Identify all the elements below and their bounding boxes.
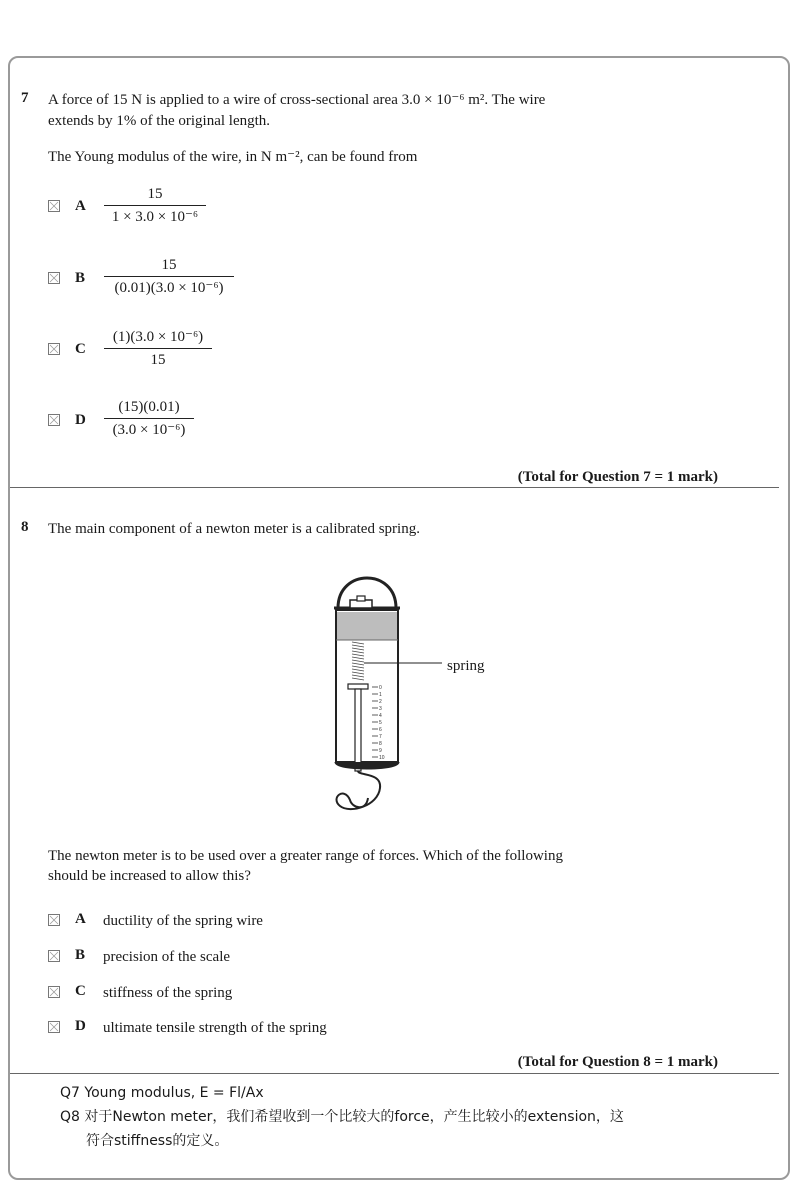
q7-number: 7 xyxy=(21,90,29,106)
q8-option-d-text: ultimate tensile strength of the spring xyxy=(103,1020,327,1036)
note-line3: 符合stiffness的定义。 xyxy=(86,1133,229,1149)
scale-number: 4 xyxy=(379,713,382,719)
cross-icon xyxy=(49,415,59,425)
q7-option-c-letter: C xyxy=(75,341,86,357)
q7-option-b-denominator: (0.01)(3.0 × 10⁻⁶) xyxy=(114,280,224,296)
scale-number: 7 xyxy=(379,734,382,740)
q7-option-b-numerator: 15 xyxy=(161,257,177,273)
q7-option-d-letter: D xyxy=(75,412,86,428)
q7-option-b-fraction xyxy=(104,256,234,297)
q7-option-c-fraction xyxy=(104,328,212,369)
q8-option-c-text: stiffness of the spring xyxy=(103,985,233,1001)
q8-option-c-letter: C xyxy=(75,983,86,999)
q7-option-c-checkbox[interactable] xyxy=(48,343,60,355)
cross-icon xyxy=(49,987,59,997)
q8-option-b-checkbox[interactable] xyxy=(48,950,60,962)
scale-number: 5 xyxy=(379,720,382,726)
q7-option-b-letter: B xyxy=(75,270,86,286)
newton-meter-diagram xyxy=(320,560,520,825)
q7-option-a-fraction xyxy=(104,185,206,226)
scale-number: 1 xyxy=(379,692,382,698)
q7-prompt: The Young modulus of the wire, in N m⁻², can be found from xyxy=(48,149,418,165)
scale-number: 0 xyxy=(379,685,382,691)
note-line1: Q7 Young modulus, E = Fl/Ax xyxy=(60,1085,264,1101)
q7-option-c-numerator: (1)(3.0 × 10⁻⁶) xyxy=(112,329,204,345)
scale-number: 2 xyxy=(379,699,382,705)
q7-option-b-checkbox[interactable] xyxy=(48,272,60,284)
q7-option-a-numerator: 15 xyxy=(147,186,163,202)
q8-text: The main component of a newton meter is a calibrated spring. xyxy=(48,521,420,537)
note-line2: Q8 对于Newton meter，我们希望收到一个比较大的force，产生比较小的extension，这 xyxy=(60,1109,624,1125)
cross-icon xyxy=(49,915,59,925)
cross-icon xyxy=(49,344,59,354)
cross-icon xyxy=(49,1022,59,1032)
q7-divider xyxy=(10,487,779,488)
q7-option-a-checkbox[interactable] xyxy=(48,200,60,212)
q8-option-c-checkbox[interactable] xyxy=(48,986,60,998)
scale-number: 6 xyxy=(379,727,382,733)
q8-option-a-checkbox[interactable] xyxy=(48,914,60,926)
q8-option-a-text: ductility of the spring wire xyxy=(103,913,263,929)
scale-number: 9 xyxy=(379,748,382,754)
q8-option-b-letter: B xyxy=(75,947,86,963)
q8-total: (Total for Question 8 = 1 mark) xyxy=(517,1054,718,1070)
cross-icon xyxy=(49,951,59,961)
q7-option-d-fraction xyxy=(104,398,194,439)
q8-prompt-line1: The newton meter is to be used over a greater range of forces. Which of the following xyxy=(48,848,563,864)
spring-label: spring xyxy=(447,658,485,674)
scale-number: 3 xyxy=(379,706,382,712)
q7-option-a-denominator: 1 × 3.0 × 10⁻⁶ xyxy=(111,209,199,225)
q8-divider xyxy=(10,1073,779,1074)
q7-text-line1: A force of 15 N is applied to a wire of cross-sectional area 3.0 × 10⁻⁶ m². The wire xyxy=(48,92,546,108)
q8-option-d-letter: D xyxy=(75,1018,86,1034)
q8-number: 8 xyxy=(21,519,29,535)
q8-option-b-text: precision of the scale xyxy=(103,949,231,965)
q7-option-d-denominator: (3.0 × 10⁻⁶) xyxy=(112,422,186,438)
scale-number: 10 xyxy=(379,755,385,761)
cross-icon xyxy=(49,273,59,283)
q8-option-a-letter: A xyxy=(75,911,86,927)
q7-option-a-letter: A xyxy=(75,198,86,214)
q8-option-d-checkbox[interactable] xyxy=(48,1021,60,1033)
cross-icon xyxy=(49,201,59,211)
q7-option-d-numerator: (15)(0.01) xyxy=(118,399,180,415)
q7-text-line2: extends by 1% of the original length. xyxy=(48,113,271,129)
q7-option-d-checkbox[interactable] xyxy=(48,414,60,426)
scale-number: 8 xyxy=(379,741,382,747)
q7-option-c-denominator: 15 xyxy=(150,352,166,368)
q7-total: (Total for Question 7 = 1 mark) xyxy=(517,469,718,485)
q8-prompt-line2: should be increased to allow this? xyxy=(48,868,251,884)
